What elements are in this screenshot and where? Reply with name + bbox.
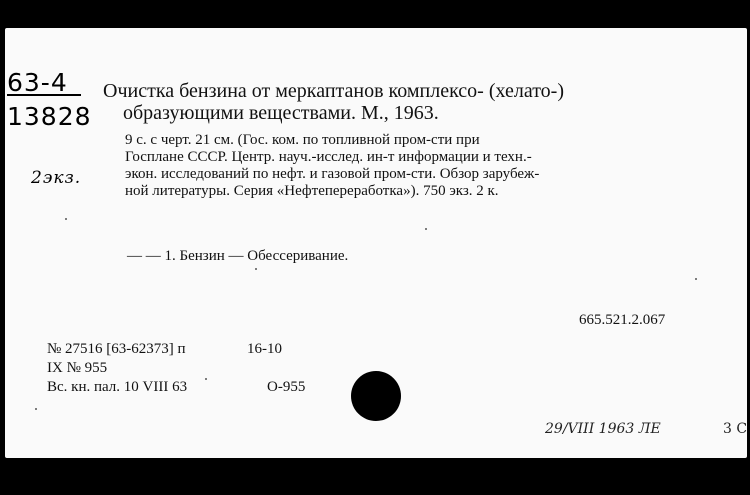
registry-line-3: Вс. кн. пал. 10 VIII 63 [47, 379, 188, 395]
catalog-card [5, 28, 747, 458]
subject-heading: — — 1. Бензин — Обессеривание. [127, 248, 349, 264]
registry-line-1-code: 16-10 [247, 341, 282, 357]
call-number-2: 13828 [7, 102, 92, 131]
speckle [695, 278, 697, 280]
udc-code: 665.521.2.067 [579, 312, 666, 328]
speckle [255, 268, 257, 270]
description-line: экон. исследований по нефт. и газовой пром-сти. Обзор зарубеж- [125, 166, 540, 182]
date-stamp: 29/VIII 1963 ЛЕ [545, 421, 661, 437]
speckle [65, 218, 67, 220]
handwritten-copies-mark: 2экз. [31, 168, 82, 188]
call-number-underline [7, 94, 81, 96]
corner-mark: 3 С [723, 421, 747, 437]
punch-hole [351, 371, 401, 421]
registry-line-3-code: О-955 [267, 379, 306, 395]
description-line: 9 с. с черт. 21 см. (Гос. ком. по топливной пром-сти при [125, 132, 480, 148]
card-title [103, 80, 703, 124]
registry-line-1: № 27516 [63-62373] п [47, 341, 186, 357]
bibliographic-description [125, 132, 705, 200]
speckle [35, 408, 37, 410]
speckle [205, 378, 207, 380]
registry-line-2: IX № 955 [47, 360, 108, 376]
call-number-1: 63-4 [7, 68, 68, 97]
speckle [425, 228, 427, 230]
title-line-1: Очистка бензина от меркаптанов комплексо- (хелато-) [103, 80, 565, 102]
description-line: Госплане СССР. Центр. науч.-исслед. ин-т информации и техн.- [125, 149, 532, 165]
title-line-2: образующими веществами. М., 1963. [123, 102, 439, 124]
description-line: ной литературы. Серия «Нефтепереработка»). 750 экз. 2 к. [125, 183, 499, 199]
registry-block [47, 340, 306, 397]
